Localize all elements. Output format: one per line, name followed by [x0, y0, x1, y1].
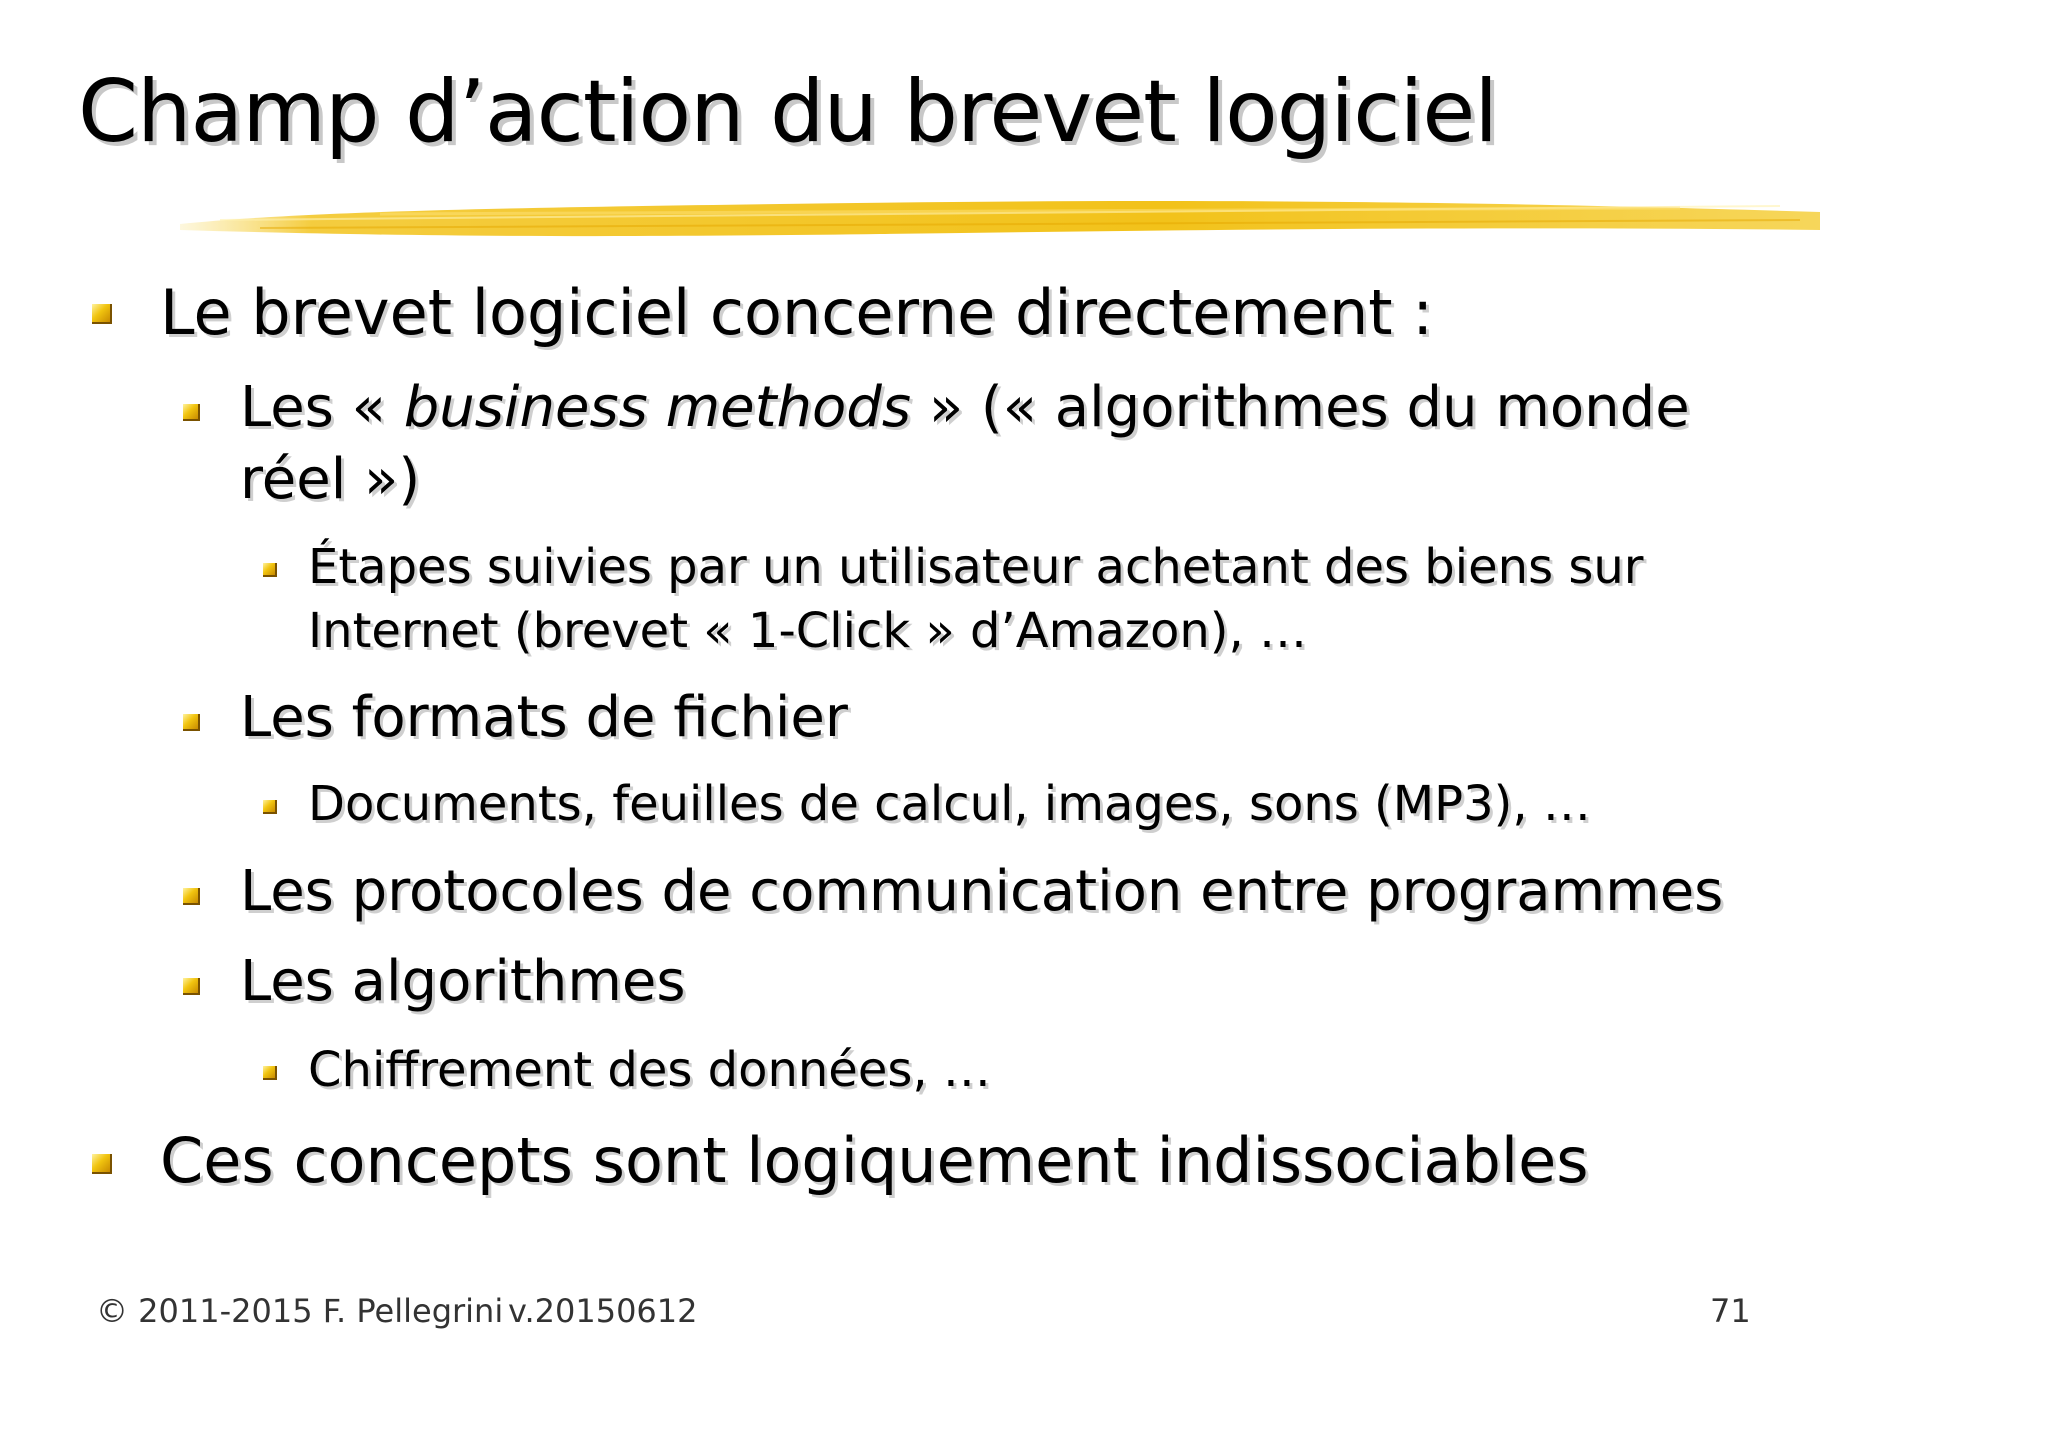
- bullet-item-level3: [308, 772, 1591, 836]
- bullet-icon: [183, 714, 200, 731]
- bullet-text: Chiffrement des données, …: [308, 1042, 991, 1098]
- bullet-text-continuation: Internet (brevet « 1-Click » d’Amazon), …: [308, 603, 1307, 659]
- title-underline-brush-stroke: [180, 190, 1820, 246]
- bullet-icon: [263, 1066, 277, 1080]
- bullet-text: Les protocoles de communication entre programmes: [240, 859, 1724, 924]
- bullet-text: Documents, feuilles de calcul, images, sons (MP3), …: [308, 776, 1591, 832]
- bullet-item-level2: [240, 946, 686, 1018]
- bullet-item-level2: [240, 856, 1723, 928]
- bullet-item-level1: [160, 1124, 1589, 1197]
- bullet-item-level3: [308, 1038, 991, 1102]
- bullet-item-level1: [160, 276, 1433, 349]
- bullet-text: Les formats de fichier: [240, 685, 848, 750]
- bullet-icon: [263, 800, 277, 814]
- bullet-icon: [183, 978, 200, 995]
- bullet-text-continuation: réel »): [240, 447, 421, 512]
- bullet-text-emphasis: business methods: [403, 375, 912, 440]
- bullet-icon: [263, 563, 277, 577]
- bullet-icon: [92, 1154, 112, 1174]
- slide-title: Champ d’action du brevet logiciel: [78, 62, 1498, 162]
- bullet-item-level2: [240, 372, 1690, 516]
- bullet-icon: [183, 888, 200, 905]
- footer-version: v.20150612: [508, 1292, 698, 1330]
- bullet-item-level2: [240, 682, 848, 754]
- bullet-item-level3: [308, 535, 1644, 663]
- footer-copyright: © 2011-2015 F. Pellegrini: [96, 1292, 504, 1330]
- slide-page-number: 71: [1710, 1292, 1751, 1330]
- bullet-text-post: » (« algorithmes du monde: [911, 375, 1690, 440]
- bullet-icon: [183, 404, 200, 421]
- bullet-text: Ces concepts sont logiquement indissociables: [160, 1124, 1589, 1197]
- bullet-icon: [92, 304, 112, 324]
- bullet-text: Les algorithmes: [240, 949, 686, 1014]
- bullet-text-pre: Les «: [240, 375, 404, 440]
- bullet-text: Le brevet logiciel concerne directement :: [160, 276, 1434, 349]
- bullet-text: Étapes suivies par un utilisateur achetant des biens sur: [308, 539, 1644, 595]
